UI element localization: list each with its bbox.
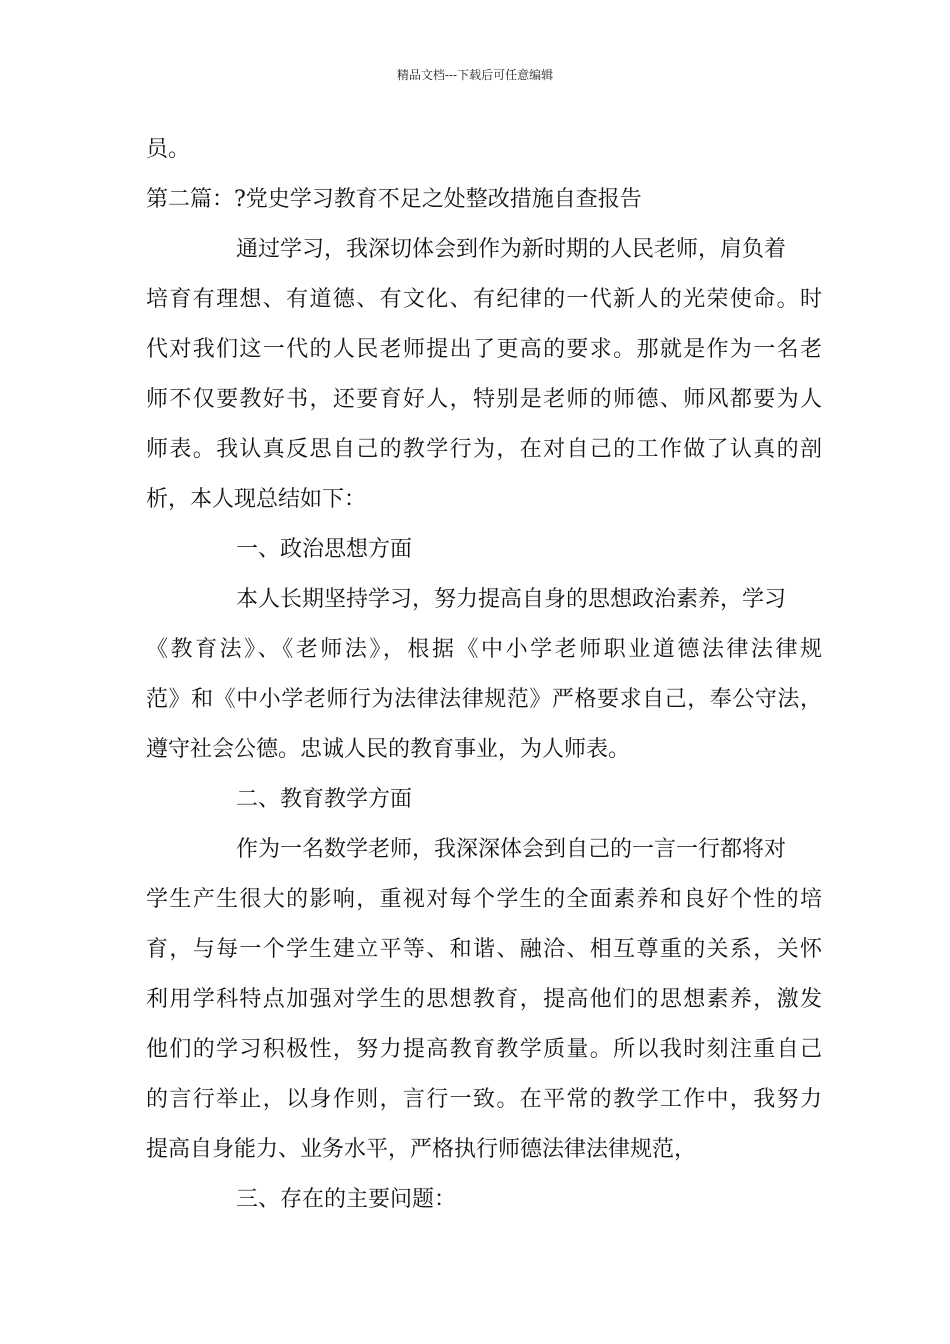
paragraph-line: 析，本人现总结如下： bbox=[146, 487, 367, 512]
paragraph-line: 师不仅要教好书，还要育好人，特别是老师的师德、师风都要为人 bbox=[146, 387, 822, 412]
paragraph-line: 学生产生很大的影响，重视对每个学生的全面素养和良好个性的培 bbox=[146, 887, 822, 912]
paragraph-line: 《教育法》、《老师法》，根据《中小学老师职业道德法律法律规 bbox=[146, 637, 822, 662]
paragraph-line: 师表。我认真反思自己的教学行为，在对自己的工作做了认真的剖 bbox=[146, 437, 822, 462]
page-header: 精品文档---下载后可任意编辑 bbox=[396, 68, 554, 82]
subheading: 一、政治思想方面 bbox=[236, 537, 413, 562]
paragraph-line: 代对我们这一代的人民老师提出了更高的要求。那就是作为一名老 bbox=[146, 337, 822, 362]
subheading: 三、存在的主要问题： bbox=[236, 1187, 457, 1212]
paragraph-line: 利用学科特点加强对学生的思想教育，提高他们的思想素养，激发 bbox=[146, 987, 822, 1012]
paragraph-line: 培育有理想、有道德、有文化、有纪律的一代新人的光荣使命。时 bbox=[146, 287, 822, 312]
paragraph-line: 作为一名数学老师，我深深体会到自己的一言一行都将对 bbox=[236, 837, 787, 862]
paragraph-line: 育，与每一个学生建立平等、和谐、融洽、相互尊重的关系，关怀 bbox=[146, 937, 822, 962]
paragraph-line: 通过学习，我深切体会到作为新时期的人民老师，肩负着 bbox=[236, 237, 787, 262]
paragraph-line: 本人长期坚持学习，努力提高自身的思想政治素养，学习 bbox=[236, 587, 787, 612]
paragraph-line: 他们的学习积极性，努力提高教育教学质量。所以我时刻注重自己 bbox=[146, 1037, 822, 1062]
paragraph-line: 提高自身能力、业务水平，严格执行师德法律法律规范， bbox=[146, 1137, 697, 1162]
text-line: 员。 bbox=[146, 137, 191, 162]
paragraph-line: 遵守社会公德。忠诚人民的教育事业，为人师表。 bbox=[146, 737, 631, 762]
paragraph-line: 范》和《中小学老师行为法律法律规范》严格要求自己，奉公守法， bbox=[146, 687, 822, 712]
paragraph-line: 的言行举止，以身作则，言行一致。在平常的教学工作中，我努力 bbox=[146, 1087, 822, 1112]
section-title: 第二篇：?党史学习教育不足之处整改措施自查报告 bbox=[146, 187, 642, 212]
subheading: 二、教育教学方面 bbox=[236, 787, 413, 812]
